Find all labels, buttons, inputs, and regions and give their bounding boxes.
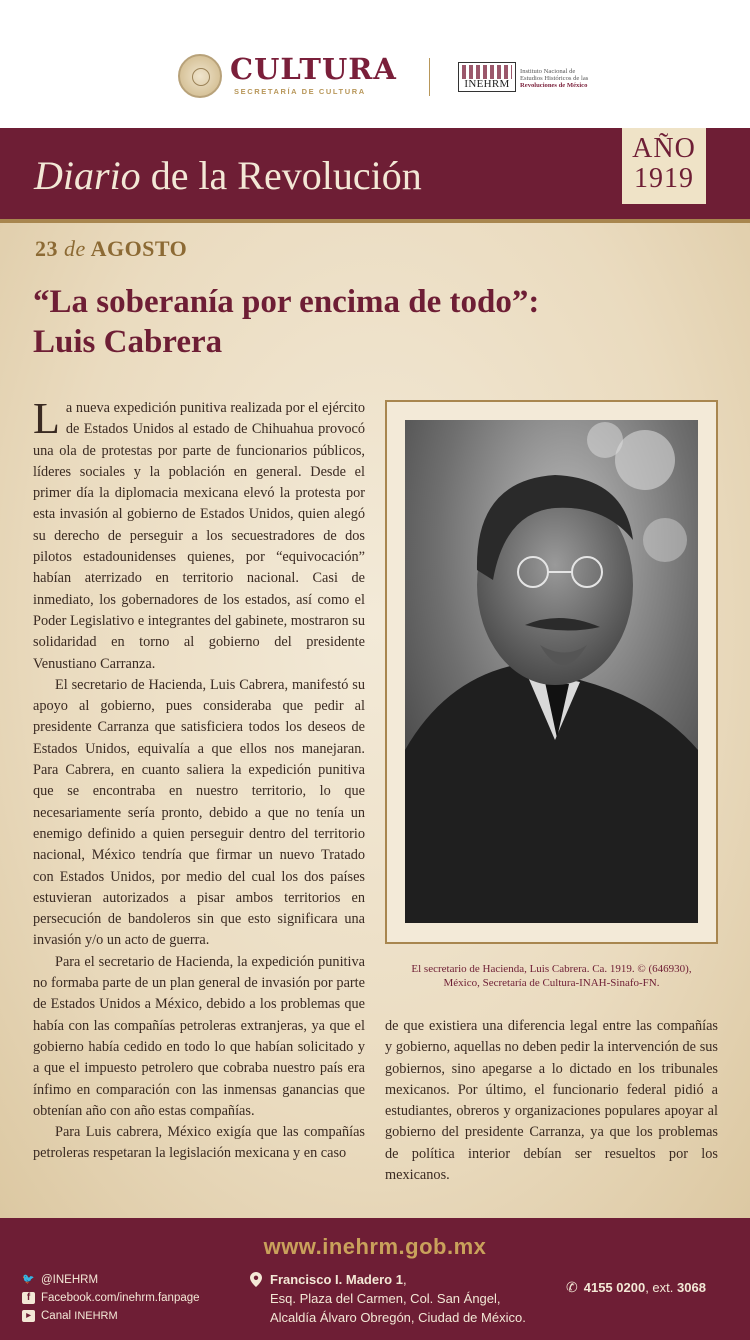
phone-number: 4155 0200 (583, 1280, 646, 1295)
article-column-left (33, 394, 365, 1165)
caption-line: México, Secretaría de Cultura-INAH-Sinafo-FN. (443, 977, 660, 989)
inehrm-desc-line: Estudios Históricos de las (520, 75, 589, 83)
portrait-illustration (405, 420, 698, 923)
inehrm-description (520, 68, 588, 90)
drop-cap: L (33, 394, 60, 443)
mexico-seal-icon (178, 54, 222, 98)
article-date (35, 236, 187, 262)
secretaria-label: SECRETARÍA DE CULTURA (234, 87, 366, 96)
paragraph: Para el secretario de Hacienda, la expedición punitiva no formaba parte de un plan general de invasión por parte de Estados Unidos a México, debido a los problemas que había con las compañías petroleras extranjeras, ya que el gobierno había cedido en todo lo que habían solicitado y a que el impuesto petrolero que cobraba nuestro país era ínfimo en comparación con las inmensas ganancias que obtenían año con año estas compañías. (33, 953, 365, 1119)
photo-caption (385, 962, 718, 990)
facebook-icon: f (22, 1292, 35, 1304)
facebook-link[interactable] (22, 1289, 200, 1307)
twitter-link[interactable] (22, 1271, 200, 1289)
banner-title-rest: de la Revolución (140, 153, 422, 198)
location-pin-icon (250, 1272, 262, 1287)
date-de: de (64, 236, 86, 261)
cultura-brand: CULTURA (230, 52, 397, 86)
youtube-link[interactable] (22, 1307, 200, 1325)
address-comma: , (402, 1272, 407, 1287)
inehrm-desc-line: Revoluciones de México (520, 82, 588, 90)
paragraph (33, 394, 365, 675)
inehrm-desc-line: Instituto Nacional de (520, 68, 576, 75)
year-value: 1919 (634, 163, 694, 194)
address (250, 1270, 526, 1327)
header-divider (429, 58, 430, 96)
website-link[interactable]: www.inehrm.gob.mx (263, 1234, 487, 1259)
article-column-right (385, 1016, 718, 1186)
address-line: Alcaldía Álvaro Obregón, Ciudad de México. (270, 1310, 526, 1325)
paragraph: Para Luis cabrera, México exigía que las compañías petroleras respetaran la legislación mexicana y en caso (33, 1124, 365, 1162)
social-links (22, 1271, 200, 1325)
title-line: Luis Cabrera (33, 324, 223, 360)
inehrm-logo (458, 62, 516, 92)
title-line: “La soberanía por encima de todo”: (33, 284, 540, 320)
date-day: 23 (35, 236, 58, 261)
year-badge (622, 128, 706, 204)
facebook-url: Facebook.com/inehrm.fanpage (41, 1292, 200, 1304)
phone-icon: ✆ (566, 1279, 578, 1295)
columns-icon (462, 65, 512, 79)
youtube-icon: ▶ (22, 1310, 35, 1322)
address-line: Esq. Plaza del Carmen, Col. San Ángel, (270, 1291, 501, 1306)
paragraph-text: a nueva expedición punitiva realizada por el ejército de Estados Unidos al estado de Chihuahua provocó una ola de protestas por parte de funcionarios públicos, líderes sociales y la población en general. Desde el primer día la diplomacia mexicana elevó la protesta por esta invasión al gobierno de Estados Unidos, quien alegó su derecho de perseguir a los secuestradores de dos pilotos estadounidenses quienes, por “equivocación” habían aterrizado en territorio nacional. Casi de inmediato, los gobernadores de los estados, así como el Poder Legislativo e integrantes del gabinete, mostraron su solidaridad en torno al gobierno del presidente Venustiano Carranza. (33, 400, 365, 672)
youtube-prefix: Canal (41, 1310, 72, 1322)
year-label: AÑO (632, 133, 696, 164)
paragraph: de que existiera una diferencia legal entre las compañías y gobierno, aquellas no deben pedir la intervención de sus gobiernos, sino apegarse a lo dictado en los tribunales mexicanos. Por último, el funcionario federal pidió a estudiantes, obreros y organizaciones populares apoyar al gobierno del presidente Carranza, ya que los problemas de política interior debían ser resueltos por los mexicanos. (385, 1018, 718, 1184)
youtube-name: INEHRM (74, 1310, 118, 1322)
phone-contact[interactable] (566, 1279, 706, 1296)
article-title (33, 282, 713, 362)
banner-title-italic: Diario (34, 153, 141, 198)
phone-ext: 3068 (677, 1280, 706, 1295)
phone-ext-label: , ext. (645, 1280, 674, 1295)
paragraph: El secretario de Hacienda, Luis Cabrera, manifestó su apoyo al gobierno, pues consideraba que pedir al presidente Carranza que satisficiera todos los deseos de Estados Unidos, equivalía a que ellos nos manejaran. Para Cabrera, en cuanto saliera la expedición punitiva que se encontraba en nuestro territorio, lo que necesariamente sería pronto, debido a que no tenía un enemigo definido a quien perseguir dentro del territorio nacional, México tendría que firmar un nuevo Tratado con Estados Unidos, por medio del cual los dos países estuvieran autorizados a pisar ambos territorios en persecución de bandoleros sin que esto significara una invasión y/o un acto de guerra. (33, 676, 365, 949)
portrait-photo (405, 420, 698, 923)
twitter-handle: @INEHRM (41, 1274, 99, 1286)
caption-line: El secretario de Hacienda, Luis Cabrera. Ca. 1919. © (646930), (411, 963, 692, 975)
date-month: AGOSTO (90, 236, 188, 261)
inehrm-logo-text: INEHRM (464, 78, 510, 90)
twitter-icon: 🐦 (22, 1274, 35, 1285)
address-street: Francisco I. Madero 1 (270, 1272, 403, 1287)
banner-title (34, 152, 422, 199)
